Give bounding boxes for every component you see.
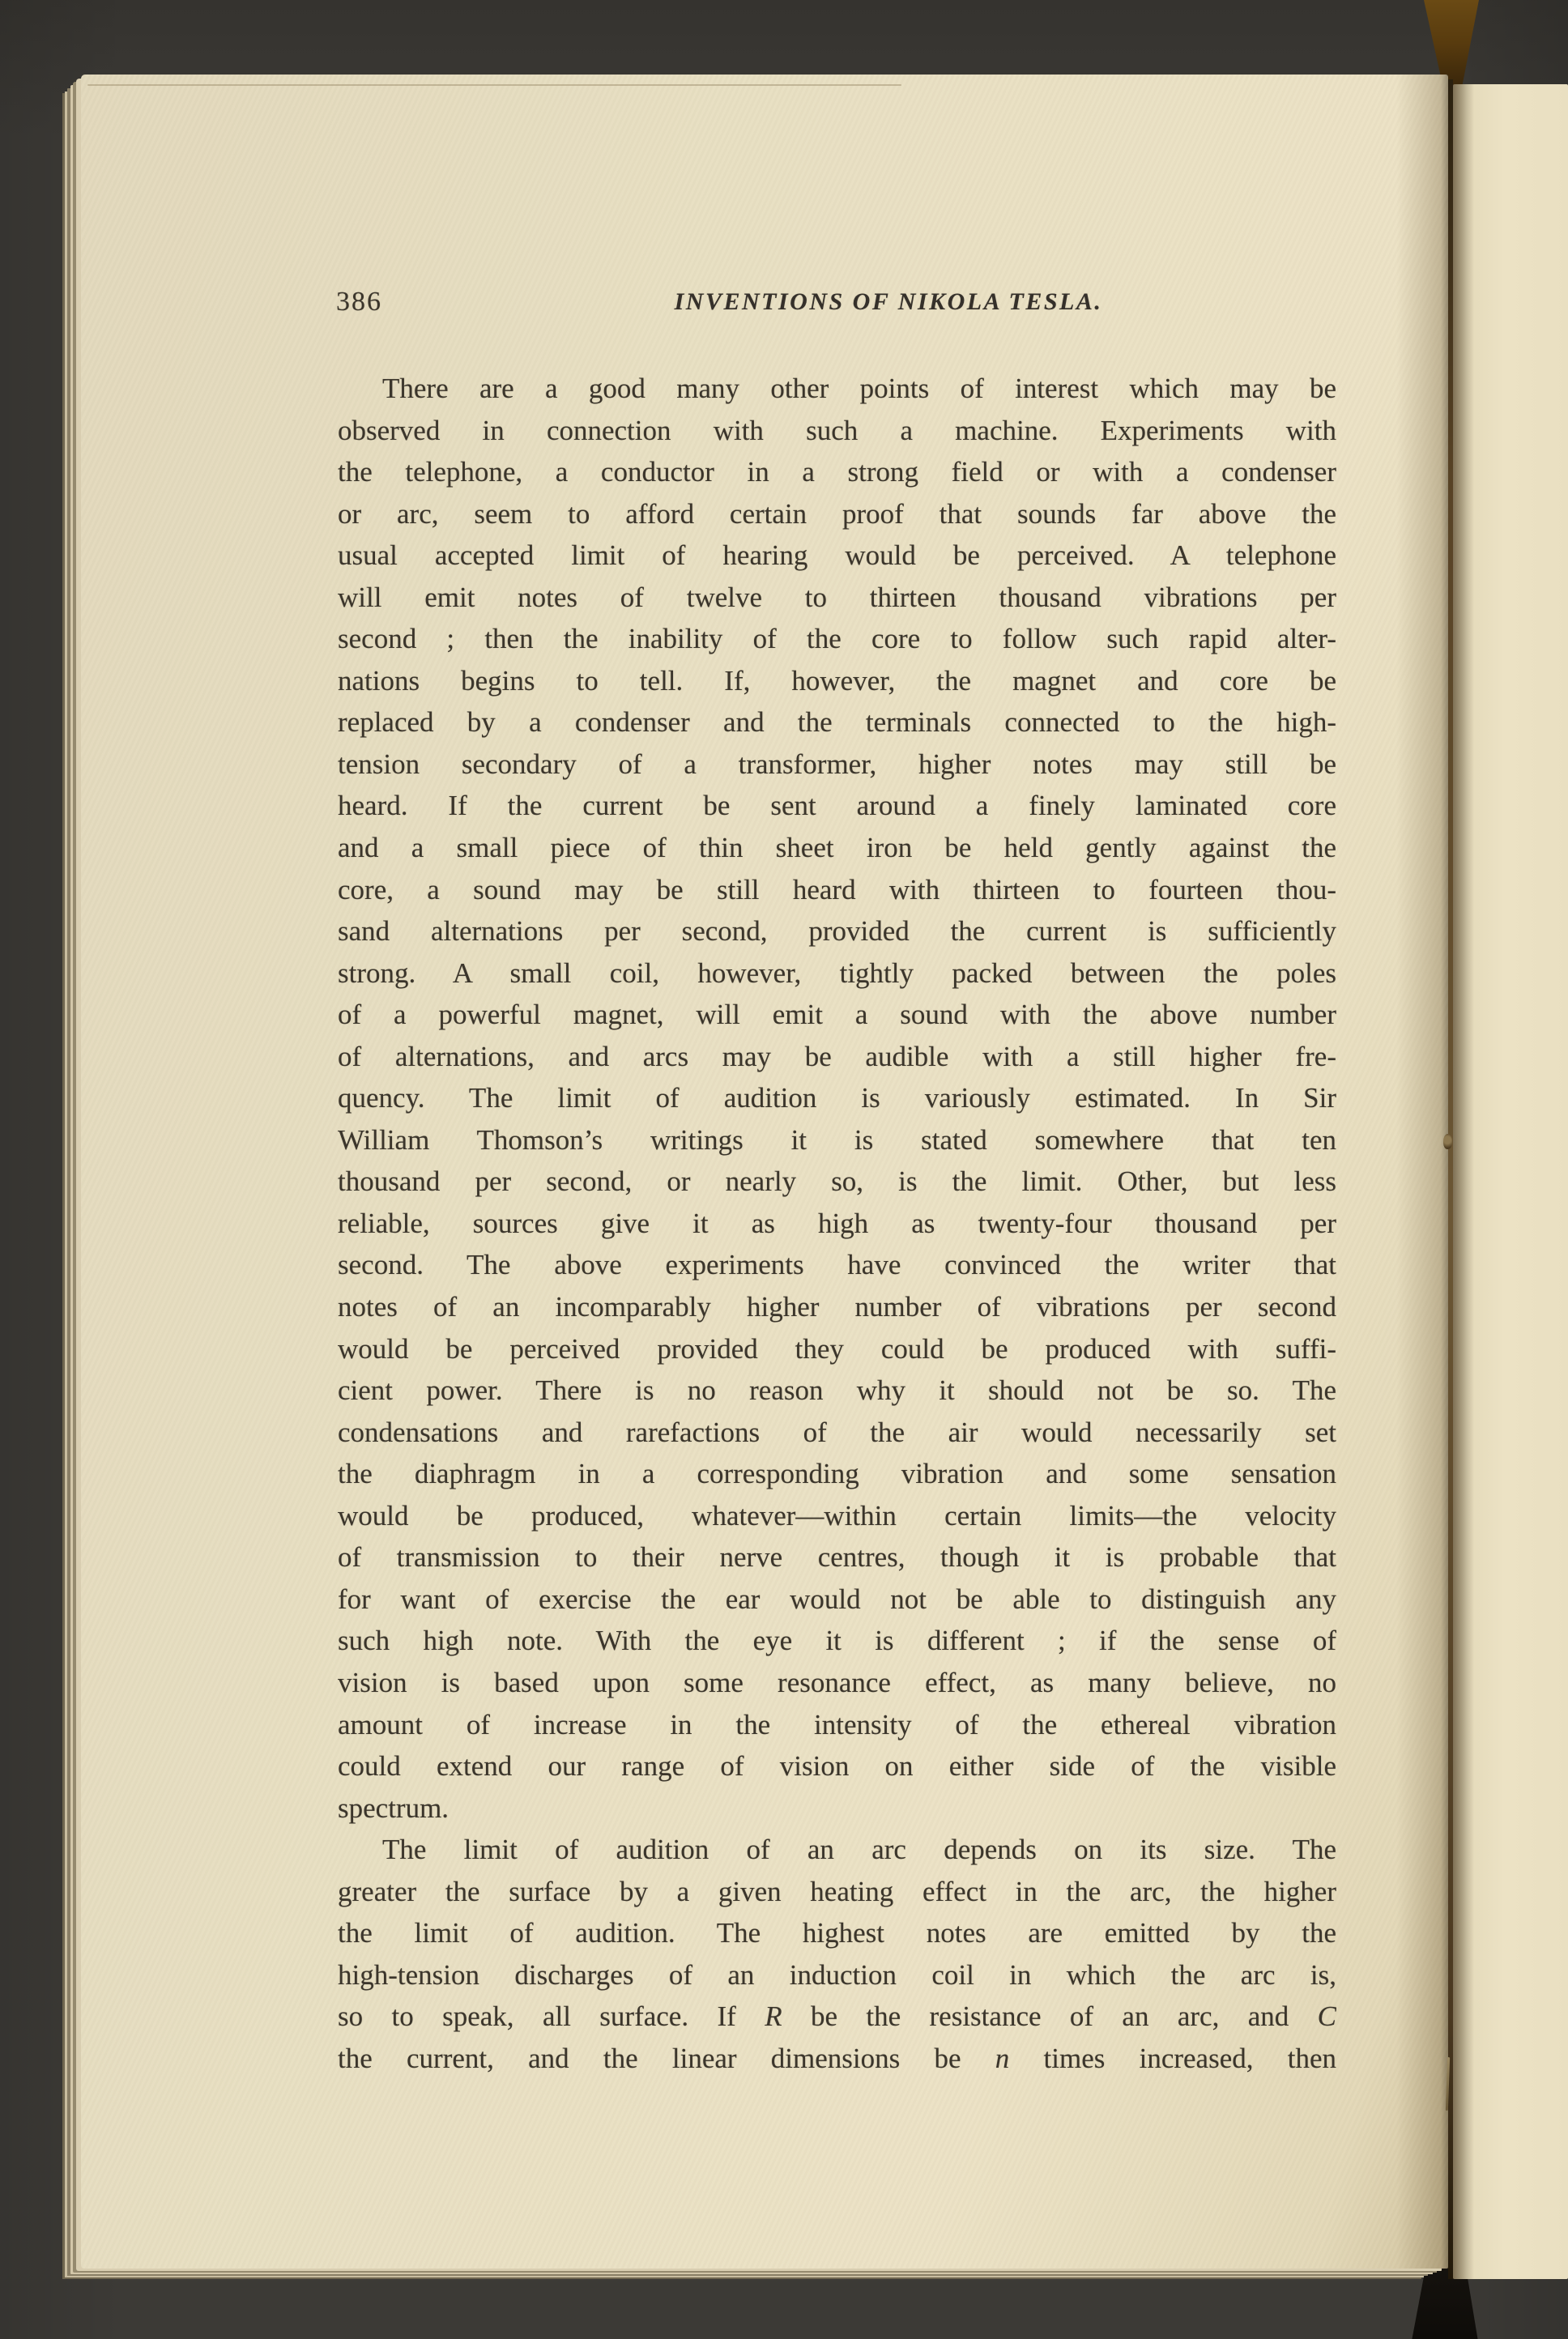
text-line: thousand per second, or nearly so, is the limit. Other, but less	[338, 1165, 1336, 1198]
text-line: and a small piece of thin sheet iron be held gently against the	[338, 832, 1336, 864]
text-line: quency. The limit of audition is variously estimated. In Sir	[338, 1082, 1336, 1114]
text-line: strong. A small coil, however, tightly packed between the poles	[338, 956, 1336, 989]
text-line: could extend our range of vision on either side of the visible	[338, 1750, 1336, 1783]
text-line: spectrum.	[338, 1792, 450, 1824]
text-line: observed in connection with such a machine. Experiments with	[338, 414, 1336, 446]
text-line: notes of an incomparably higher number of vibrations per second	[338, 1291, 1336, 1323]
text-line: There are a good many other points of interest which may be	[382, 373, 1336, 404]
text-line: of transmission to their nerve centres, though it is probable that	[338, 1541, 1336, 1574]
text-line: would be produced, whatever—within certain limits—the velocity	[338, 1499, 1336, 1532]
text-line: reliable, sources give it as high as twenty-four thousand per	[338, 1207, 1336, 1239]
text-line: so to speak, all surface. If R be the resistance of an arc, and C	[338, 2000, 1336, 2033]
text-line: the limit of audition. The highest notes are emitted by the	[338, 1917, 1336, 1949]
book-page	[81, 75, 1448, 2269]
text-line: second. The above experiments have convinced the writer that	[338, 1249, 1336, 1281]
page-body	[338, 368, 1336, 2079]
text-line: the current, and the linear dimensions be n times increased, then	[338, 2042, 1336, 2074]
text-line: tension secondary of a transformer, higher notes may still be	[338, 748, 1336, 780]
text-line: of a powerful magnet, will emit a sound with the above number	[338, 999, 1336, 1031]
facing-page-edge	[1453, 84, 1568, 2279]
text-line: greater the surface by a given heating effect in the arc, the higher	[338, 1875, 1336, 1907]
text-line: the diaphragm in a corresponding vibration and some sensation	[338, 1458, 1336, 1490]
text-line: second ; then the inability of the core to follow such rapid alter-	[338, 623, 1336, 655]
text-line: nations begins to tell. If, however, the magnet and core be	[338, 664, 1336, 697]
binding-stitch	[1443, 1134, 1452, 1149]
text-line: or arc, seem to afford certain proof that sounds far above the	[338, 497, 1336, 530]
text-line: amount of increase in the intensity of the ethereal vibration	[338, 1708, 1336, 1740]
text-line: of alternations, and arcs may be audible with a still higher fre-	[338, 1040, 1336, 1072]
text-line: heard. If the current be sent around a finely laminated core	[338, 790, 1336, 822]
text-line: The limit of audition of an arc depends on its size. The	[382, 1834, 1336, 1866]
text-line: such high note. With the eye it is different ; if the sense of	[338, 1625, 1336, 1657]
text-line: usual accepted limit of hearing would be perceived. A telephone	[338, 539, 1336, 572]
text-line: cient power. There is no reason why it should not be so. The	[338, 1374, 1336, 1407]
running-header: INVENTIONS OF NIKOLA TESLA.	[674, 288, 1103, 315]
text-line: condensations and rarefactions of the air would necessarily set	[338, 1416, 1336, 1448]
text-line: core, a sound may be still heard with thirteen to fourteen thou-	[338, 873, 1336, 905]
text-line: sand alternations per second, provided the current is sufficiently	[338, 915, 1336, 948]
text-line: vision is based upon some resonance effect, as many believe, no	[338, 1666, 1336, 1698]
text-line: would be perceived provided they could be produced with suffi-	[338, 1332, 1336, 1365]
text-line: William Thomson’s writings it is stated somewhere that ten	[338, 1123, 1336, 1156]
text-line: will emit notes of twelve to thirteen thousand vibrations per	[338, 581, 1336, 613]
page-number: 386	[336, 287, 382, 317]
text-line: for want of exercise the ear would not be able to distinguish any	[338, 1583, 1336, 1615]
text-line: the telephone, a conductor in a strong field or with a condenser	[338, 456, 1336, 488]
text-line: replaced by a condenser and the terminals connected to the high-	[338, 706, 1336, 739]
text-line: high-tension discharges of an induction coil in which the arc is,	[338, 1958, 1336, 1991]
